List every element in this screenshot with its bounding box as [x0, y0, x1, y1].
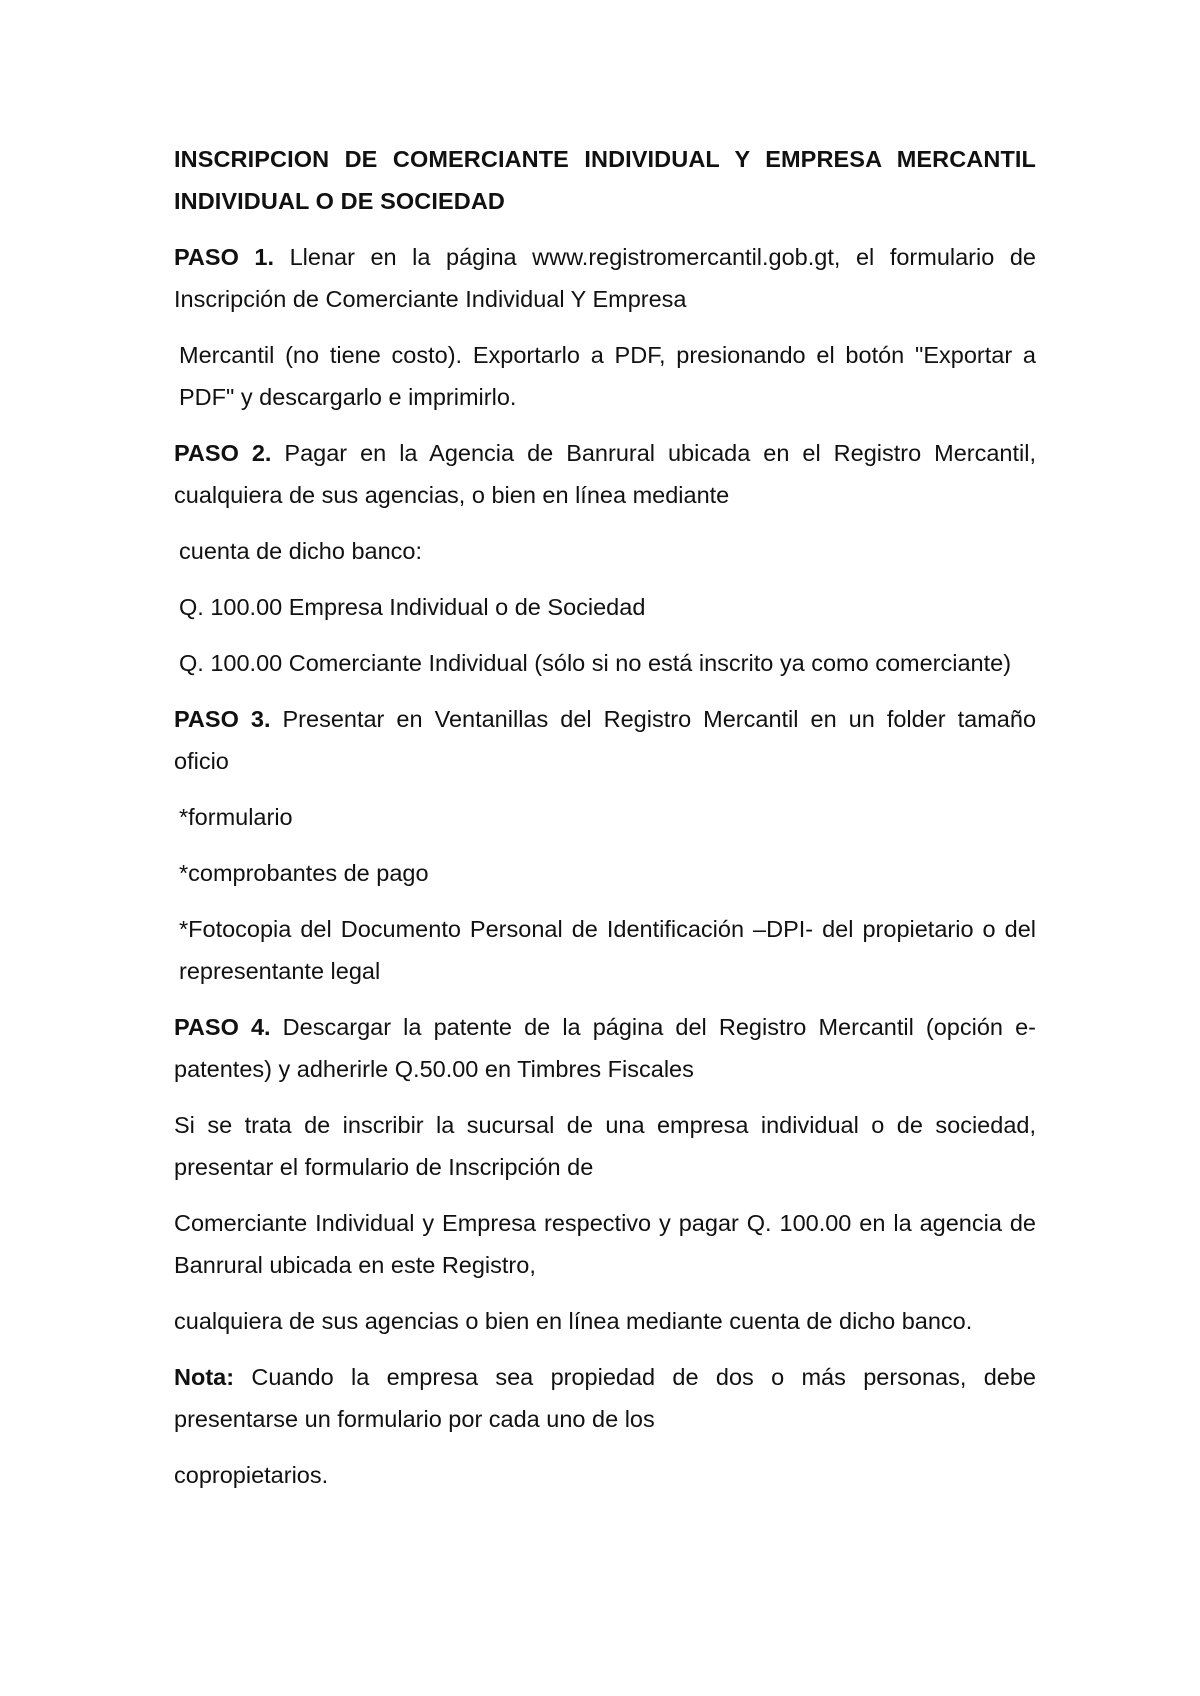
paso-4-label: PASO 4.	[174, 1014, 271, 1040]
fee-empresa: Q. 100.00 Empresa Individual o de Sociedad	[179, 594, 646, 620]
paso-1-continuation: Mercantil (no tiene costo). Exportarlo a PDF, presionando el botón "Exportar a PDF" y descargarlo e imprimirlo.	[179, 342, 1036, 410]
nota-label: Nota:	[174, 1364, 235, 1390]
requirement-dpi: *Fotocopia del Documento Personal de Identificación –DPI- del propietario o del representante legal	[179, 916, 1036, 984]
paso-1-label: PASO 1.	[174, 244, 275, 270]
nota-text: Cuando la empresa sea propiedad de dos o más personas, debe presentarse un formulario por cada uno de los	[174, 1364, 1036, 1432]
sucursal-paragraph-1: Si se trata de inscribir la sucursal de una empresa individual o de sociedad, presentar el formulario de Inscripción de	[174, 1112, 1036, 1180]
requirement-comprobantes: *comprobantes de pago	[179, 860, 429, 886]
paso-1-paragraph	[174, 236, 1036, 320]
paso-4-paragraph	[174, 1006, 1036, 1090]
document-body	[174, 138, 1036, 1510]
paso-2-label: PASO 2.	[174, 440, 272, 466]
paso-2-continuation: cuenta de dicho banco:	[179, 538, 423, 564]
paso-3-paragraph	[174, 698, 1036, 782]
nota-paragraph	[174, 1356, 1036, 1440]
paso-4-text: Descargar la patente de la página del Registro Mercantil (opción e-patentes) y adherirle Q.50.00 en Timbres Fiscales	[174, 1014, 1036, 1082]
sucursal-paragraph-2: Comerciante Individual y Empresa respectivo y pagar Q. 100.00 en la agencia de Banrural ubicada en este Registro,	[174, 1210, 1036, 1278]
requirement-formulario: *formulario	[179, 804, 293, 830]
paso-2-text: Pagar en la Agencia de Banrural ubicada en el Registro Mercantil, cualquiera de sus agencias, o bien en línea mediante	[174, 440, 1036, 508]
sucursal-paragraph-3: cualquiera de sus agencias o bien en línea mediante cuenta de dicho banco.	[174, 1308, 973, 1334]
fee-comerciante: Q. 100.00 Comerciante Individual (sólo si no está inscrito ya como comerciante)	[179, 650, 1012, 676]
paso-1-text: Llenar en la página www.registromercantil.gob.gt, el formulario de Inscripción de Comerciante Individual Y Empresa	[174, 244, 1037, 312]
document-title: INSCRIPCION DE COMERCIANTE INDIVIDUAL Y EMPRESA MERCANTIL INDIVIDUAL O DE SOCIEDAD	[174, 146, 1036, 214]
nota-continuation: copropietarios.	[174, 1462, 329, 1488]
paso-3-label: PASO 3.	[174, 706, 271, 732]
paso-2-paragraph	[174, 432, 1036, 516]
paso-3-text: Presentar en Ventanillas del Registro Mercantil en un folder tamaño oficio	[174, 706, 1037, 774]
